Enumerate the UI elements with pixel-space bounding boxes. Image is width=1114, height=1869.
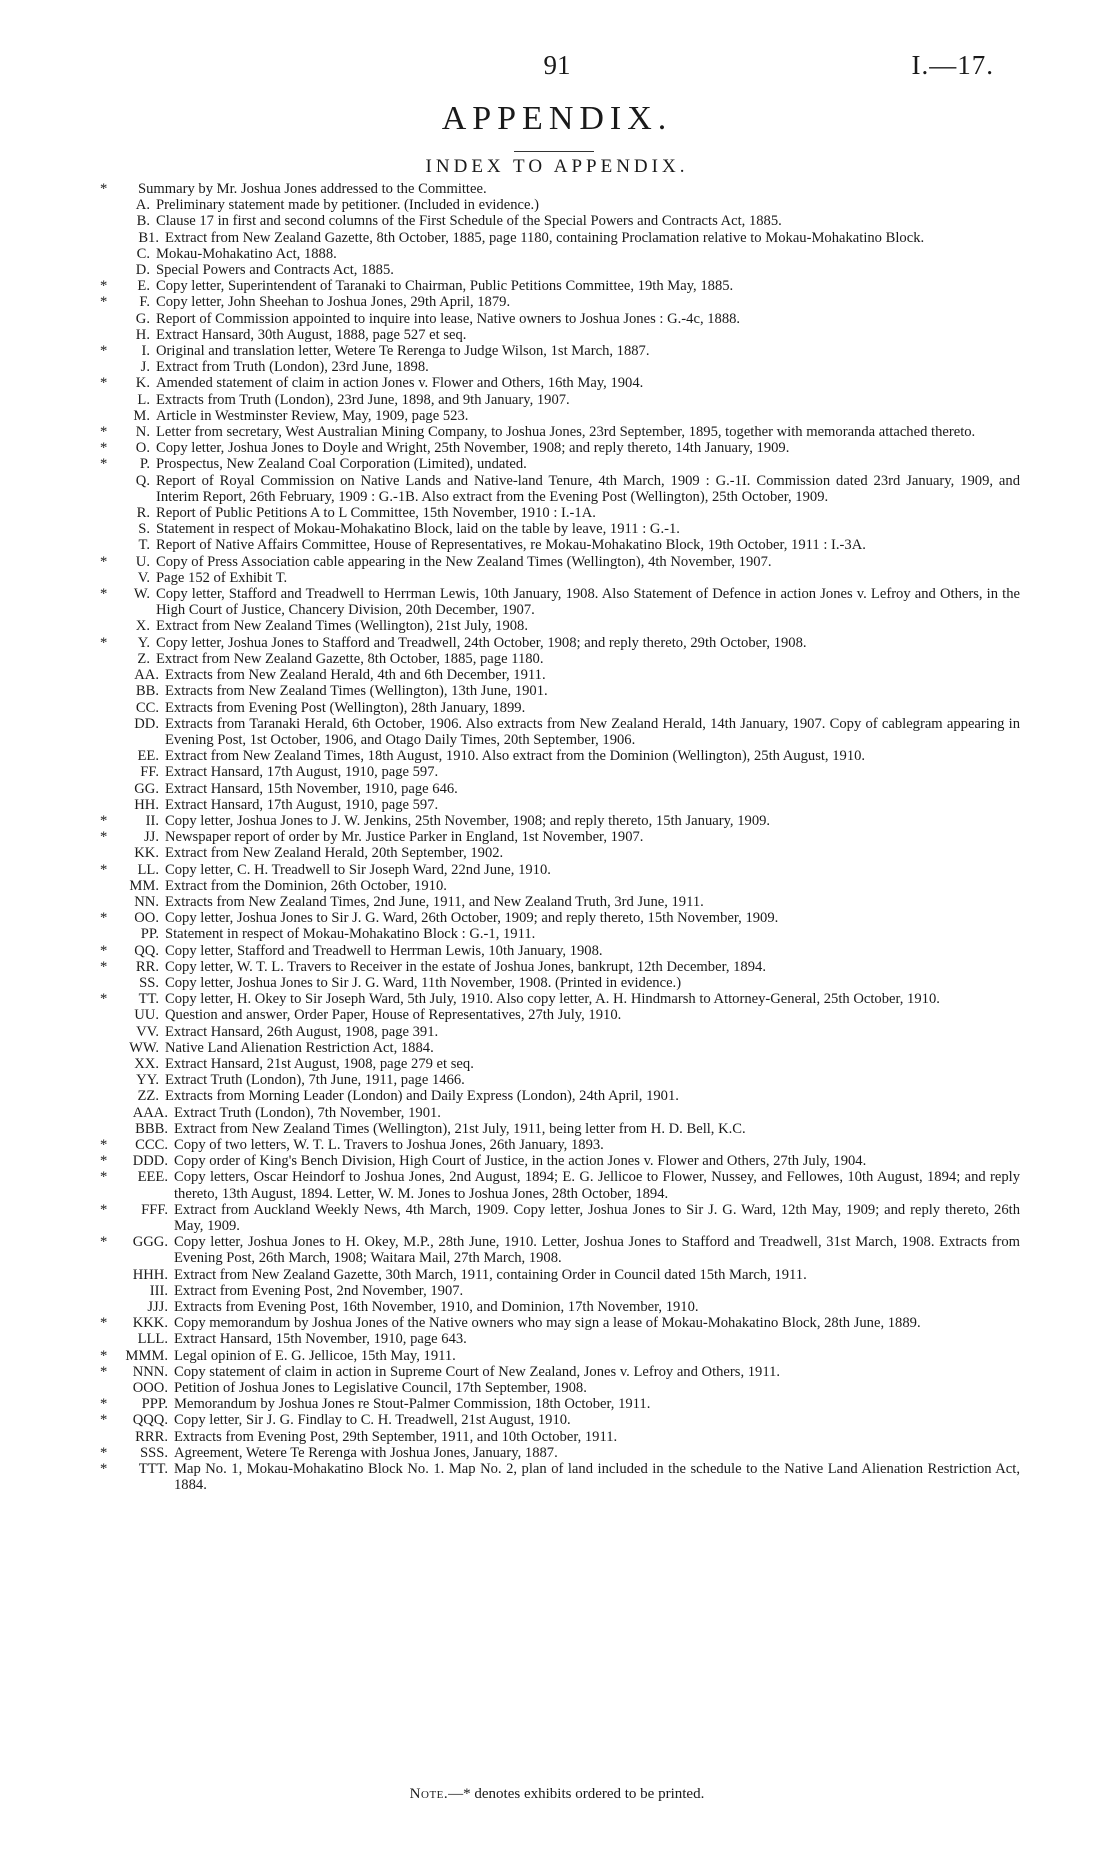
index-entry	[100, 392, 1020, 408]
entry-text: Report of Public Petitions A to L Committee, 15th November, 1910 : I.-1A.	[156, 505, 596, 522]
entry-text: Copy letter, Sir J. G. Findlay to C. H. Treadwell, 21st August, 1910.	[174, 1412, 571, 1429]
index-entry	[100, 894, 1020, 910]
index-entry	[100, 1040, 1020, 1056]
entry-label: II.	[145, 812, 159, 829]
index-entry	[100, 1202, 1020, 1234]
entry-label: GGG.	[132, 1234, 168, 1251]
entry-label: XX.	[134, 1055, 159, 1072]
entry-label: F.	[139, 294, 150, 311]
index-entry	[100, 926, 1020, 942]
entry-label: HHH.	[132, 1266, 168, 1283]
printed-exhibit-marker: *	[100, 343, 108, 360]
entry-label: MM.	[129, 877, 159, 894]
entry-text: Extract from New Zealand Gazette, 8th October, 1885, page 1180.	[156, 650, 544, 667]
entry-label: FFF.	[141, 1201, 168, 1218]
index-entry	[100, 829, 1020, 845]
entry-label: G.	[135, 310, 150, 327]
entry-label: E.	[137, 278, 150, 295]
entry-label: Q.	[135, 472, 150, 489]
entry-label: S.	[138, 521, 150, 538]
index-entry	[100, 1056, 1020, 1072]
entry-text: Copy of Press Association cable appearing in the New Zealand Times (Wellington), 4th November, 1907.	[156, 553, 772, 570]
index-entry	[100, 1088, 1020, 1104]
entry-label: Z.	[137, 650, 150, 667]
entry-label: V.	[137, 569, 150, 586]
index-entry	[100, 278, 1020, 294]
entry-text: Copy letters, Oscar Heindorf to Joshua Jones, 2nd August, 1894; E. G. Jellicoe to Flower, Nussey, and Fellowes, 10th August, 1894; and reply thereto, 13th August, 1894. Letter, W. M. Jones to Joshua Jones, 28th October, 1894.	[174, 1169, 1020, 1202]
entry-label: QQ.	[134, 942, 159, 959]
entry-label: O.	[135, 440, 150, 457]
entry-label: CCC.	[135, 1136, 168, 1153]
entry-label: KK.	[134, 845, 159, 862]
printed-exhibit-marker: *	[100, 1201, 108, 1218]
entry-text: Extract from Evening Post, 2nd November, 1907.	[174, 1282, 464, 1299]
index-entry	[100, 1445, 1020, 1461]
entry-text: Summary by Mr. Joshua Jones addressed to the Committee.	[138, 181, 487, 197]
entry-text: Extract Truth (London), 7th June, 1911, page 1466.	[165, 1072, 465, 1089]
entry-label: SSS.	[140, 1444, 168, 1461]
index-entry	[100, 943, 1020, 959]
printed-exhibit-marker: *	[100, 1169, 108, 1186]
entry-label: UU.	[134, 1007, 159, 1024]
index-entry	[100, 1007, 1020, 1023]
entry-text: Extract from New Zealand Herald, 20th September, 1902.	[165, 845, 504, 862]
index-entry	[100, 343, 1020, 359]
printed-exhibit-marker: *	[100, 634, 108, 651]
printed-exhibit-marker: *	[100, 910, 108, 927]
index-entry	[100, 1429, 1020, 1445]
entry-text: Copy letter, Joshua Jones to J. W. Jenkins, 25th November, 1908; and reply thereto, 15th January, 1909.	[165, 812, 771, 829]
entry-text: Extract from Auckland Weekly News, 4th March, 1909. Copy letter, Joshua Jones to Sir J. G. Ward, 12th May, 1909; and reply thereto, 26th May, 1909.	[174, 1201, 1020, 1234]
entry-label: JJ.	[143, 829, 159, 846]
entry-label: EE.	[137, 748, 159, 765]
entry-label: III.	[149, 1282, 168, 1299]
entry-text: Question and answer, Order Paper, House of Representatives, 27th July, 1910.	[165, 1007, 622, 1024]
entry-text: Extracts from Evening Post, 16th November, 1910, and Dominion, 17th November, 1910.	[174, 1299, 699, 1316]
index-entry	[100, 1234, 1020, 1266]
entry-text: Amended statement of claim in action Jones v. Flower and Others, 16th May, 1904.	[156, 375, 644, 392]
entry-label: JJJ.	[147, 1299, 168, 1316]
entry-label: DDD.	[132, 1153, 168, 1170]
index-entry	[100, 635, 1020, 651]
index-entry	[100, 197, 1020, 213]
entry-text: Extracts from New Zealand Herald, 4th and 6th December, 1911.	[165, 667, 546, 684]
entry-label: NN.	[134, 893, 159, 910]
index-entry	[100, 862, 1020, 878]
entry-label: DD.	[134, 715, 159, 732]
printed-exhibit-marker: *	[100, 829, 108, 846]
index-entry	[100, 1348, 1020, 1364]
entry-text: Native Land Alienation Restriction Act, 1884.	[165, 1039, 434, 1056]
entry-text: Article in Westminster Review, May, 1909, page 523.	[156, 407, 469, 424]
index-entry	[100, 1364, 1020, 1380]
entry-label: VV.	[136, 1023, 159, 1040]
entry-label: TTT.	[138, 1461, 168, 1478]
index-entry	[100, 748, 1020, 764]
index-entry	[100, 375, 1020, 391]
entry-text: Copy letter, H. Okey to Sir Joseph Ward, 5th July, 1910. Also copy letter, A. H. Hindmarsh to Attorney-General, 25th October, 1910.	[165, 991, 940, 1008]
entry-text: Extract Hansard, 17th August, 1910, page 597.	[165, 796, 439, 813]
entry-label: H.	[135, 326, 150, 343]
entry-label: P.	[139, 456, 150, 473]
entry-text: Copy order of King's Bench Division, High Court of Justice, in the action Jones v. Flower and Others, 27th July, 1904.	[174, 1153, 867, 1170]
printed-exhibit-marker: *	[100, 958, 108, 975]
entry-text: Copy letter, Joshua Jones to H. Okey, M.P., 28th June, 1910. Letter, Joshua Jones to Stafford and Treadwell, 31st March, 1908. Extracts from Evening Post, 26th March, 1908; Waitara Mail, 27th March, 1908.	[174, 1234, 1020, 1267]
entry-label: ZZ.	[137, 1088, 159, 1105]
entry-label: YY.	[136, 1072, 159, 1089]
entry-text: Extract from the Dominion, 26th October, 1910.	[165, 877, 447, 894]
index-entry	[100, 651, 1020, 667]
index-entry	[100, 586, 1020, 618]
entry-text: Extract Hansard, 26th August, 1908, page 391.	[165, 1023, 439, 1040]
index-entry	[100, 813, 1020, 829]
printed-exhibit-marker: *	[100, 456, 108, 473]
entry-text: Map No. 1, Mokau-Mohakatino Block No. 1. Map No. 2, plan of land included in the schedule to the Native Land Alienation Restriction Act, 1884.	[174, 1461, 1020, 1494]
footnote	[0, 1786, 1114, 1803]
index-entry	[100, 764, 1020, 780]
entry-label: U.	[135, 553, 150, 570]
entry-text: Preliminary statement made by petitioner. (Included in evidence.)	[156, 197, 539, 214]
index-entry	[100, 311, 1020, 327]
index-entry	[100, 440, 1020, 456]
entry-text: Extracts from Taranaki Herald, 6th October, 1906. Also extracts from New Zealand Herald, 14th January, 1907. Copy of cablegram appearing in Evening Post, 1st October, 1906, and Otago Daily Times, 20th September, 1906.	[165, 715, 1020, 748]
entry-text: Newspaper report of order by Mr. Justice Parker in England, 1st November, 1907.	[165, 829, 644, 846]
index-entry	[100, 408, 1020, 424]
printed-exhibit-marker: *	[100, 991, 108, 1008]
entry-text: Copy letter, C. H. Treadwell to Sir Joseph Ward, 22nd June, 1910.	[165, 861, 551, 878]
index-entry	[100, 1299, 1020, 1315]
index-entry	[100, 959, 1020, 975]
printed-exhibit-marker: *	[100, 812, 108, 829]
entry-text: Page 152 of Exhibit T.	[156, 569, 288, 586]
entry-label: FF.	[140, 764, 159, 781]
entry-text: Special Powers and Contracts Act, 1885.	[156, 262, 394, 279]
entry-label: N.	[135, 424, 150, 441]
entry-label: C.	[136, 245, 150, 262]
entry-label: PP.	[140, 926, 159, 943]
index-entry	[100, 262, 1020, 278]
index-entry	[100, 845, 1020, 861]
printed-exhibit-marker: *	[100, 1461, 108, 1478]
entry-label: MMM.	[125, 1347, 168, 1364]
entry-text: Copy letter, Stafford and Treadwell to Herrman Lewis, 10th January, 1908.	[165, 942, 603, 959]
entry-text: Extract Truth (London), 7th November, 1901.	[174, 1104, 441, 1121]
entry-label: B1.	[138, 229, 159, 246]
index-entry	[100, 181, 1020, 197]
index-entry	[100, 1380, 1020, 1396]
entry-text: Extract from New Zealand Times (Wellington), 21st July, 1908.	[156, 618, 528, 635]
entry-text: Extracts from Evening Post (Wellington), 28th January, 1899.	[165, 699, 526, 716]
entry-label: K.	[135, 375, 150, 392]
index-entry	[100, 1267, 1020, 1283]
printed-exhibit-marker: *	[100, 1315, 108, 1332]
index-entry	[100, 213, 1020, 229]
index-entry	[100, 975, 1020, 991]
printed-exhibit-marker: *	[100, 294, 108, 311]
printed-exhibit-marker: *	[100, 1363, 108, 1380]
entry-label: I.	[141, 343, 150, 360]
entry-text: Report of Commission appointed to inquire into lease, Native owners to Joshua Jones : G.-4c, 1888.	[156, 310, 741, 327]
printed-exhibit-marker: *	[100, 586, 108, 603]
index-entry	[100, 1137, 1020, 1153]
entry-text: Extract Hansard, 15th November, 1910, page 646.	[165, 780, 458, 797]
index-entry	[100, 473, 1020, 505]
entry-text: Statement in respect of Mokau-Mohakatino Block : G.-1, 1911.	[165, 926, 536, 943]
index-entry	[100, 683, 1020, 699]
index-entry	[100, 1169, 1020, 1201]
entry-text: Copy memorandum by Joshua Jones of the Native owners who may sign a lease of Mokau-Mohakatino Block, 28th June, 1889.	[174, 1315, 921, 1332]
index-entry	[100, 1024, 1020, 1040]
entry-label: CC.	[135, 699, 159, 716]
entry-text: Copy letter, Joshua Jones to Doyle and Wright, 25th November, 1908; and reply thereto, 14th January, 1909.	[156, 440, 790, 457]
index-entry	[100, 1396, 1020, 1412]
entry-text: Prospectus, New Zealand Coal Corporation (Limited), undated.	[156, 456, 527, 473]
entry-label: B.	[136, 213, 150, 230]
entry-text: Copy letter, Superintendent of Taranaki to Chairman, Public Petitions Committee, 19th May, 1885.	[156, 278, 734, 295]
entry-text: Mokau-Mohakatino Act, 1888.	[156, 245, 337, 262]
title-divider	[514, 151, 594, 152]
entry-label: RRR.	[135, 1428, 168, 1445]
entry-label: GG.	[134, 780, 159, 797]
entry-label: AA.	[134, 667, 159, 684]
index-entry	[100, 246, 1020, 262]
index-entry	[100, 554, 1020, 570]
index-entry	[100, 570, 1020, 586]
entry-text: Extract Hansard, 17th August, 1910, page 597.	[165, 764, 439, 781]
entry-text: Extract Hansard, 30th August, 1888, page 527 et seq.	[156, 326, 467, 343]
entry-text: Report of Royal Commission on Native Lands and Native-land Tenure, 4th March, 1909 : G.-1I. Commission dated 23rd January, 1909, and Interim Report, 26th February, 1909 : G.-1B. Also extract from the Evening Post (Wellington), 25th October, 1909.	[156, 472, 1020, 505]
entry-label: EEE.	[137, 1169, 168, 1186]
printed-exhibit-marker: *	[100, 181, 108, 197]
entry-text: Report of Native Affairs Committee, House of Representatives, re Mokau-Mohakatino Block, 19th October, 1911 : I.-3A.	[156, 537, 866, 554]
index-entry	[100, 537, 1020, 553]
entry-text: Extracts from New Zealand Times (Wellington), 13th June, 1901.	[165, 683, 548, 700]
entry-label: KKK.	[132, 1315, 168, 1332]
entry-text: Extract from New Zealand Times, 18th August, 1910. Also extract from the Dominion (Wellington), 25th August, 1910.	[165, 748, 866, 765]
entry-label: X.	[135, 618, 150, 635]
index-entry	[100, 878, 1020, 894]
entry-text: Petition of Joshua Jones to Legislative Council, 17th September, 1908.	[174, 1380, 587, 1397]
entry-text: Extracts from Evening Post, 29th September, 1911, and 10th October, 1911.	[174, 1428, 618, 1445]
footnote-text: —* denotes exhibits ordered to be printed.	[448, 1786, 705, 1802]
entry-label: SS.	[139, 974, 159, 991]
index-entry	[100, 424, 1020, 440]
entry-label: L.	[137, 391, 150, 408]
index-entry	[100, 1283, 1020, 1299]
index-entry	[100, 1315, 1020, 1331]
entry-text: Legal opinion of E. G. Jellicoe, 15th May, 1911.	[174, 1347, 456, 1364]
entry-text: Copy letter, Joshua Jones to Sir J. G. Ward, 26th October, 1909; and reply thereto, 15th November, 1909.	[165, 910, 779, 927]
entry-text: Copy letter, Stafford and Treadwell to Herrman Lewis, 10th January, 1908. Also Statement of Defence in action Jones v. Lefroy and Others, in the High Court of Justice, Chancery Division, 20th December, 1907.	[156, 586, 1020, 619]
entry-label: TT.	[138, 991, 159, 1008]
entry-text: Original and translation letter, Wetere Te Rerenga to Judge Wilson, 1st March, 1887.	[156, 343, 650, 360]
index-entry	[100, 1412, 1020, 1428]
printed-exhibit-marker: *	[100, 440, 108, 457]
printed-exhibit-marker: *	[100, 553, 108, 570]
entry-text: Extract from Truth (London), 23rd June, 1898.	[156, 359, 429, 376]
entry-label: R.	[136, 505, 150, 522]
printed-exhibit-marker: *	[100, 1136, 108, 1153]
entry-label: T.	[138, 537, 150, 554]
index-entry	[100, 327, 1020, 343]
index-entry	[100, 1153, 1020, 1169]
printed-exhibit-marker: *	[100, 1234, 108, 1251]
entry-label: HH.	[134, 796, 159, 813]
entry-label: OO.	[134, 910, 159, 927]
index-entry	[100, 1105, 1020, 1121]
index-entry	[100, 716, 1020, 748]
entry-label: NNN.	[132, 1363, 168, 1380]
appendix-title: APPENDIX.	[441, 100, 673, 137]
printed-exhibit-marker: *	[100, 1153, 108, 1170]
entry-text: Extract from New Zealand Times (Wellington), 21st July, 1911, being letter from H. D. Bell, K.C.	[174, 1120, 746, 1137]
entry-label: RR.	[135, 958, 159, 975]
entry-text: Extract Hansard, 21st August, 1908, page 279 et seq.	[165, 1055, 474, 1072]
entry-text: Memorandum by Joshua Jones re Stout-Palmer Commission, 18th October, 1911.	[174, 1396, 651, 1413]
index-entry	[100, 618, 1020, 634]
entry-text: Clause 17 in first and second columns of the First Schedule of the Special Powers and Contracts Act, 1885.	[156, 213, 782, 230]
page-number: 91	[543, 50, 571, 80]
index-entry	[100, 359, 1020, 375]
printed-exhibit-marker: *	[100, 942, 108, 959]
entry-text: Extract Hansard, 15th November, 1910, page 643.	[174, 1331, 467, 1348]
entry-label: WW.	[129, 1039, 159, 1056]
index-entry	[100, 230, 1020, 246]
index-entry	[100, 1072, 1020, 1088]
entry-text: Statement in respect of Mokau-Mohakatino Block, laid on the table by leave, 1911 : G.-1.	[156, 521, 680, 538]
index-entry	[100, 797, 1020, 813]
entry-label: A.	[135, 197, 150, 214]
footnote-heading: Note.	[409, 1786, 449, 1802]
entry-text: Copy statement of claim in action in Supreme Court of New Zealand, Jones v. Lefroy and Others, 1911.	[174, 1363, 781, 1380]
printed-exhibit-marker: *	[100, 278, 108, 295]
entry-text: Copy letter, John Sheehan to Joshua Jones, 29th April, 1879.	[156, 294, 511, 311]
appendix-index-list	[100, 181, 1020, 1493]
entry-text: Extracts from New Zealand Times, 2nd June, 1911, and New Zealand Truth, 3rd June, 1911.	[165, 893, 704, 910]
entry-text: Letter from secretary, West Australian Mining Company, to Joshua Jones, 23rd September, 1895, together with memoranda attached thereto.	[156, 424, 976, 441]
index-entry	[100, 781, 1020, 797]
entry-text: Copy letter, W. T. L. Travers to Receiver in the estate of Joshua Jones, bankrupt, 12th December, 1894.	[165, 958, 766, 975]
entry-text: Extract from New Zealand Gazette, 30th March, 1911, containing Order in Council dated 15th March, 1911.	[174, 1266, 807, 1283]
entry-text: Copy letter, Joshua Jones to Sir J. G. Ward, 11th November, 1908. (Printed in evidence.)	[165, 974, 682, 991]
entry-label: QQQ.	[132, 1412, 168, 1429]
printed-exhibit-marker: *	[100, 1444, 108, 1461]
index-entry	[100, 1461, 1020, 1493]
index-entry	[100, 456, 1020, 472]
index-entry	[100, 505, 1020, 521]
entry-text: Extracts from Morning Leader (London) and Daily Express (London), 24th April, 1901.	[165, 1088, 679, 1105]
printed-exhibit-marker: *	[100, 1347, 108, 1364]
entry-label: Y.	[137, 634, 150, 651]
index-entry	[100, 1331, 1020, 1347]
entry-text: Extracts from Truth (London), 23rd June, 1898, and 9th January, 1907.	[156, 391, 570, 408]
entry-label: PPP.	[141, 1396, 168, 1413]
entry-text: Agreement, Wetere Te Rerenga with Joshua Jones, January, 1887.	[174, 1444, 558, 1461]
entry-label: W.	[133, 586, 150, 603]
index-entry	[100, 991, 1020, 1007]
index-entry	[100, 294, 1020, 310]
entry-label: BBB.	[135, 1120, 168, 1137]
index-entry	[100, 667, 1020, 683]
entry-label: M.	[133, 407, 150, 424]
printed-exhibit-marker: *	[100, 375, 108, 392]
index-entry	[100, 1121, 1020, 1137]
entry-text: Extract from New Zealand Gazette, 8th October, 1885, page 1180, containing Proclamation relative to Mokau-Mohakatino Block.	[165, 229, 925, 246]
printed-exhibit-marker: *	[100, 1396, 108, 1413]
entry-label: LL.	[137, 861, 159, 878]
sheet-reference: I.—17.	[911, 50, 994, 80]
printed-exhibit-marker: *	[100, 861, 108, 878]
index-subtitle: INDEX TO APPENDIX.	[425, 156, 689, 177]
entry-label: OOO.	[132, 1380, 168, 1397]
entry-label: D.	[135, 262, 150, 279]
printed-exhibit-marker: *	[100, 1412, 108, 1429]
index-entry	[100, 700, 1020, 716]
index-entry	[100, 521, 1020, 537]
entry-text: Copy of two letters, W. T. L. Travers to Joshua Jones, 26th January, 1893.	[174, 1136, 604, 1153]
entry-label: AAA.	[132, 1104, 168, 1121]
entry-label: BB.	[135, 683, 159, 700]
entry-text: Copy letter, Joshua Jones to Stafford and Treadwell, 24th October, 1908; and reply thereto, 29th October, 1908.	[156, 634, 807, 651]
entry-label: J.	[140, 359, 150, 376]
index-entry	[100, 910, 1020, 926]
entry-label: LLL.	[137, 1331, 168, 1348]
printed-exhibit-marker: *	[100, 424, 108, 441]
